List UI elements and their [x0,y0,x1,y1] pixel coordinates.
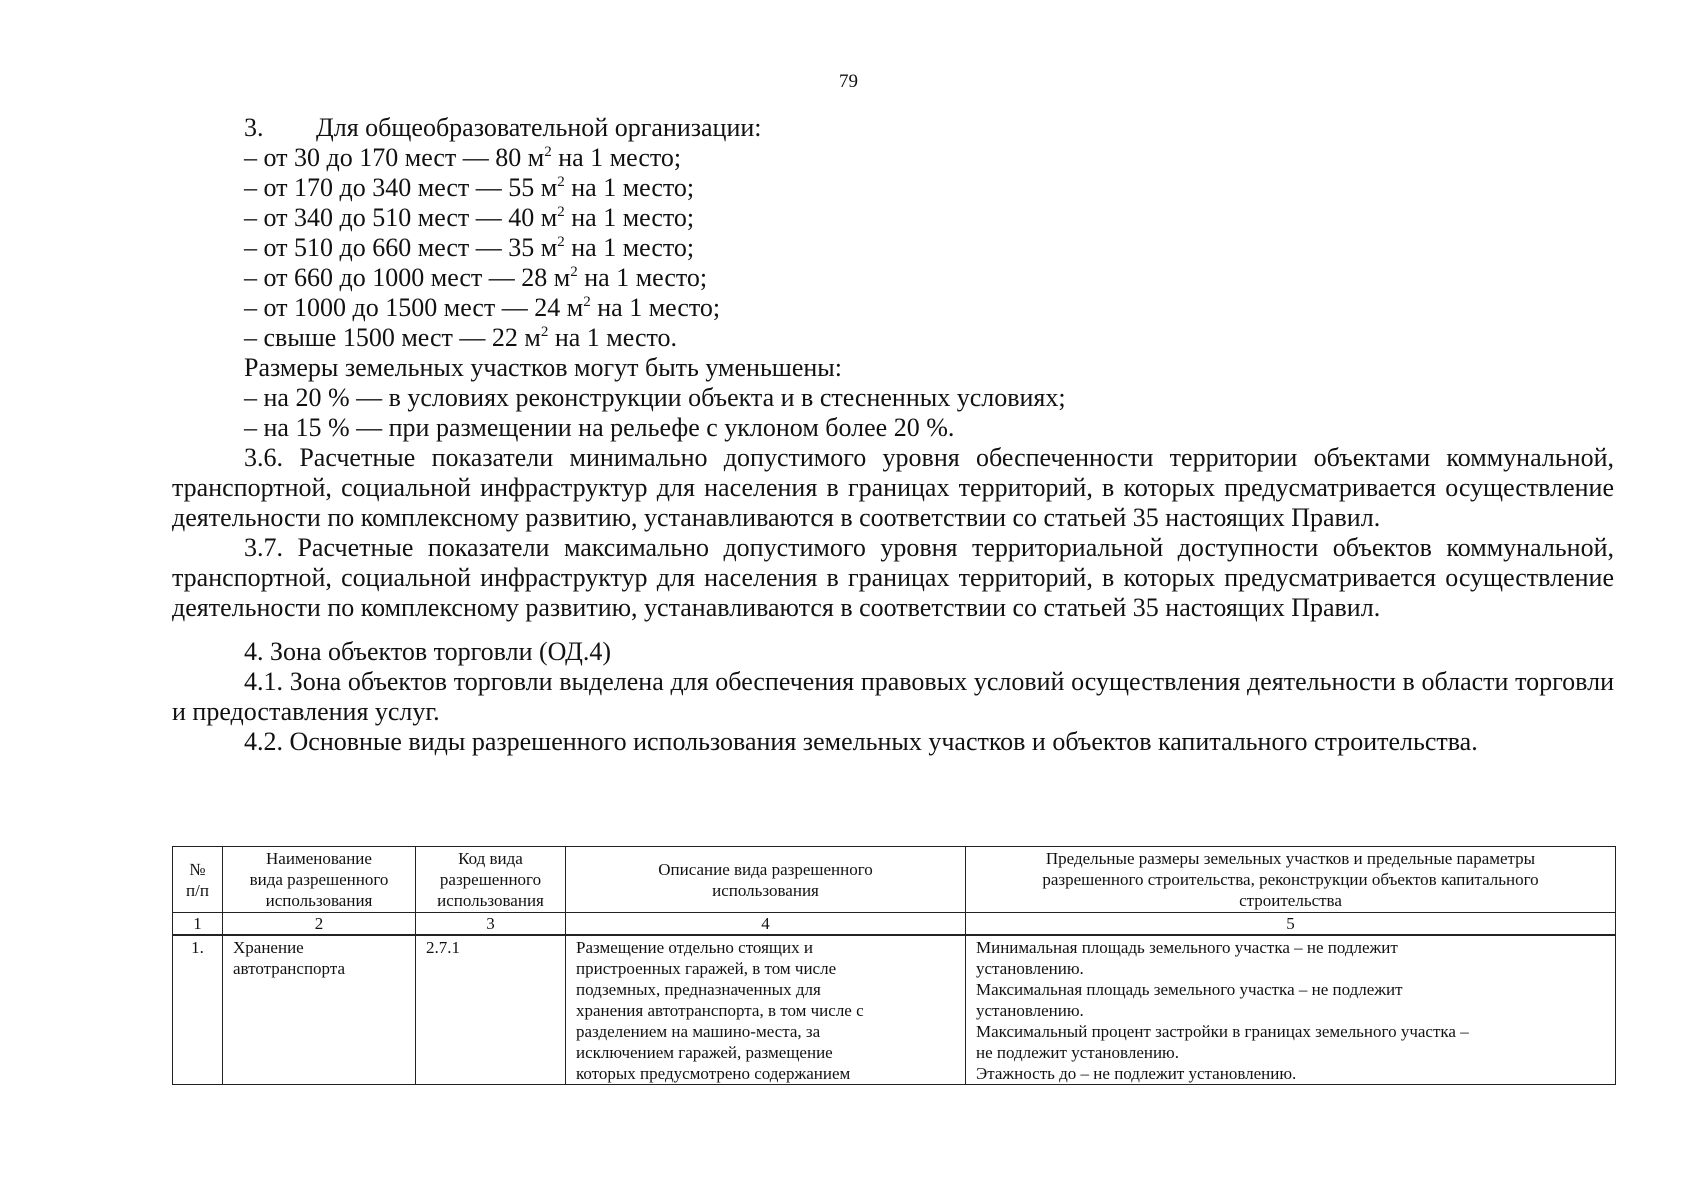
paragraph-4-2: 4.2. Основные виды разрешенного использования земельных участков и объектов капитального строительства. [244,727,1478,756]
column-number: 2 [223,913,416,936]
column-number-row [173,913,1616,936]
row-description: Размещение отдельно стоящих и пристроенных гаражей, в том числе подземных, предназначенных для хранения автотранспорта, в том числе с разделением на машино-места, за исключением гаражей, размещение которых предусмотрено содержанием [566,935,966,1085]
column-number: 3 [416,913,566,936]
page-number: 79 [839,71,858,92]
table-header-row [173,847,1616,913]
column-number: 4 [566,913,966,936]
area-norm-item: – от 510 до 660 мест — 35 $м^2$ на 1 место; [244,233,695,262]
header-use-name: Наименование вида разрешенного использования [223,847,416,913]
area-norm-item: – свыше 1500 мест — 22 $м^2$ на 1 место. [244,323,677,352]
row-use-name: Хранение автотранспорта [223,935,416,1085]
reduction-item: – на 15 % — при размещении на рельефе с уклоном более 20 %. [244,413,955,442]
reduction-item: – на 20 % — в условиях реконструкции объекта и в стесненных условиях; [244,383,1066,412]
area-norms-list [172,143,1614,353]
section-3-title: Для общеобразовательной организации: [316,113,762,142]
section-3-heading [172,113,1614,143]
row-use-code: 2.7.1 [416,935,566,1085]
paragraph-3-6: 3.6. Расчетные показатели минимально допустимого уровня обеспеченности территории объектами коммунальной, транспортной, социальной инфраструктур для населения в границах территорий, в которых предусматривается осуществление деятельности по комплексному развитию, устанавливаются в соответствии со статьей 35 настоящих Правил. [172,443,1614,532]
permitted-use-table [172,846,1616,1085]
table-row [173,935,1616,1085]
paragraph-4-1: 4.1. Зона объектов торговли выделена для обеспечения правовых условий осуществления деятельности в области торговли и предоставления услуг. [172,667,1614,726]
area-norm-item: – от 1000 до 1500 мест — 24 $м^2$ на 1 место; [244,293,721,322]
reduction-title: Размеры земельных участков могут быть уменьшены: [244,353,842,382]
row-parameters: Минимальная площадь земельного участка – не подлежит установлению. Максимальная площадь земельного участка – не подлежит установлению. Максимальный процент застройки в границах земельного участка – не подлежит установлению. Этажность до – не подлежит установлению. [966,935,1616,1085]
header-description: Описание вида разрешенного использования [566,847,966,913]
section-4-heading: 4. Зона объектов торговли (ОД.4) [244,637,612,666]
area-norm-item: – от 30 до 170 мест — 80 $м^2$ на 1 место; [244,143,682,172]
area-norm-item: – от 340 до 510 мест — 40 $м^2$ на 1 место; [244,203,695,232]
header-number: № п/п [173,847,223,913]
paragraph-3-7: 3.7. Расчетные показатели максимально допустимого уровня территориальной доступности объектов коммунальной, транспортной, социальной инфраструктур для населения в границах территорий, в которых предусматривается осуществление деятельности по комплексному развитию, устанавливаются в соответствии со статьей 35 настоящих Правил. [172,533,1614,622]
document-body [172,113,1614,757]
row-number: 1. [173,935,223,1085]
column-number: 5 [966,913,1616,936]
area-norm-item: – от 170 до 340 мест — 55 $м^2$ на 1 место; [244,173,695,202]
header-use-code: Код вида разрешенного использования [416,847,566,913]
area-norm-item: – от 660 до 1000 мест — 28 $м^2$ на 1 место; [244,263,708,292]
header-parameters: Предельные размеры земельных участков и предельные параметры разрешенного строительства, реконструкции объектов капитального строительства [966,847,1616,913]
section-3-number: 3. [244,113,264,142]
column-number: 1 [173,913,223,936]
